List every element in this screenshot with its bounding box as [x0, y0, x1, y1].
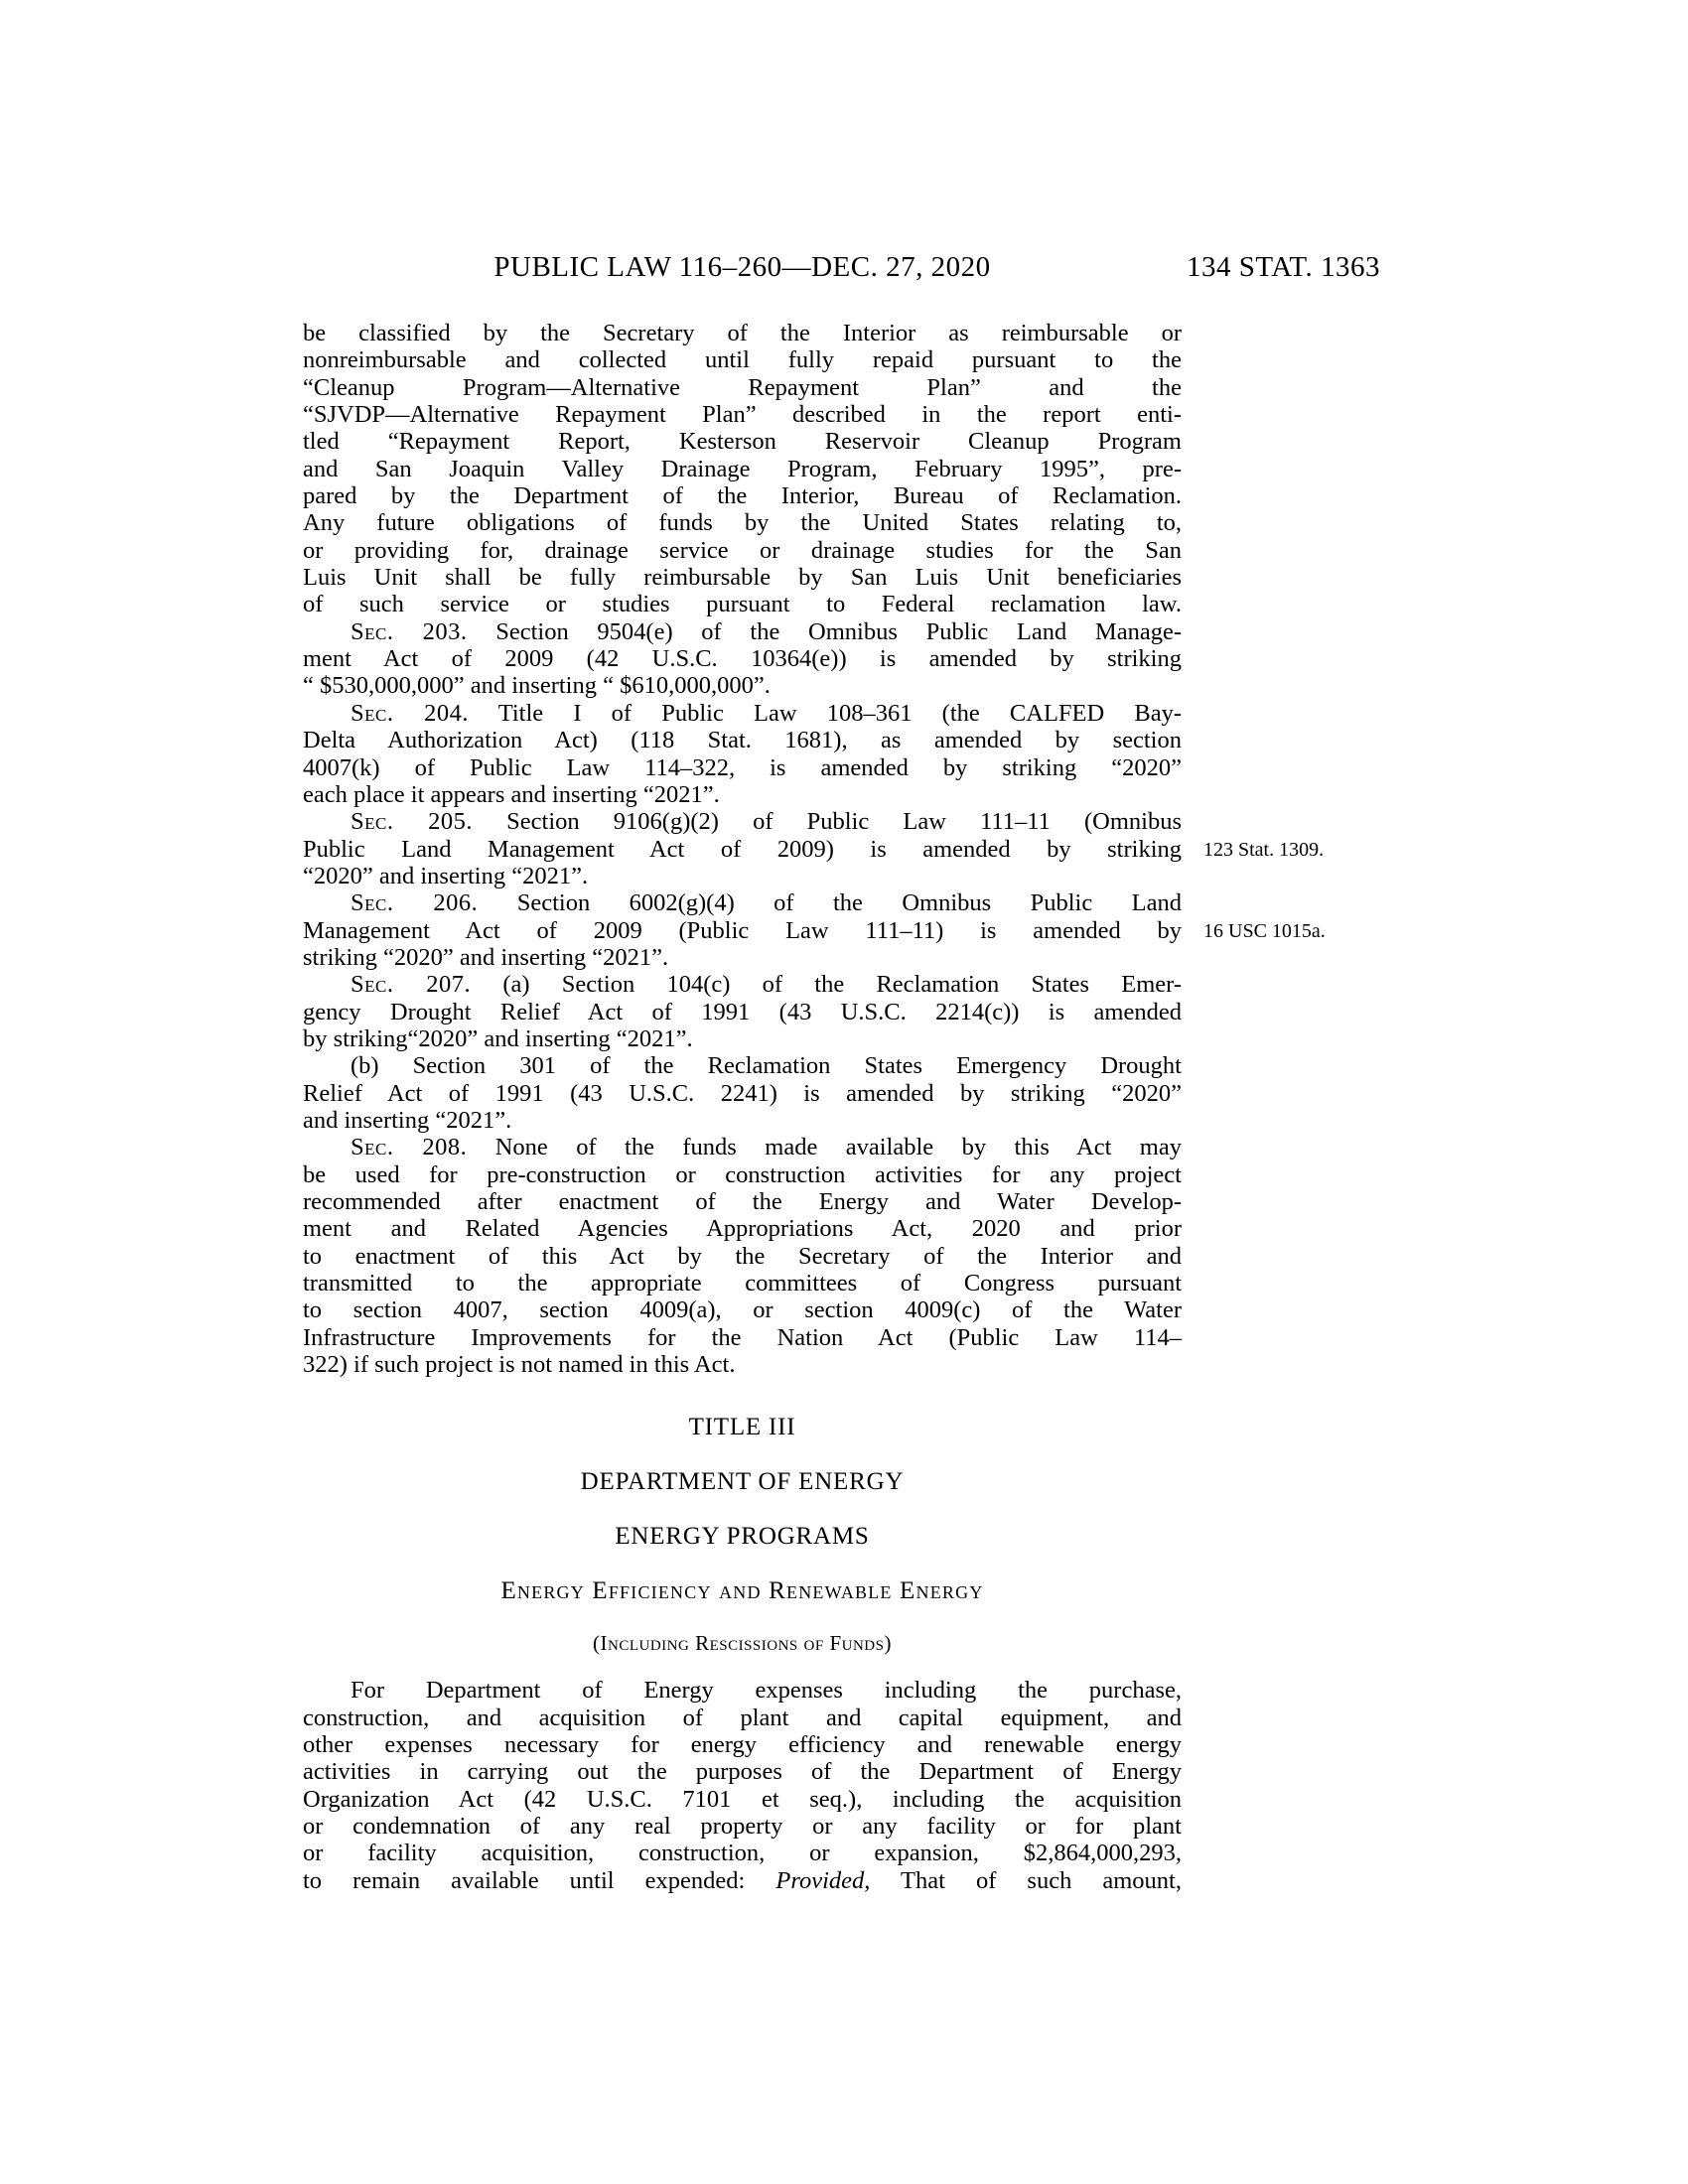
text-line: Delta Authorization Act) (118 Stat. 1681), as amended by section	[303, 727, 1182, 754]
eere-heading: Energy Efficiency and Renewable Energy	[500, 1577, 984, 1605]
text-line: Any future obligations of funds by the United States relating to,	[303, 509, 1182, 537]
text-line: Public Land Management Act of 2009) is amended by striking	[303, 835, 1182, 863]
text-line: each place it appears and inserting “2021”.	[303, 780, 720, 808]
text-line: nonreimbursable and collected until fully repaid pursuant to the	[303, 346, 1182, 374]
text-line: “Cleanup Program—Alternative Repayment Plan” and the	[303, 373, 1182, 401]
text-line: and inserting “2021”.	[303, 1106, 512, 1134]
section-206	[303, 889, 1182, 971]
text-line: (b) Section 301 of the Reclamation States Emergency Drought	[351, 1052, 1182, 1080]
text-line: construction, and acquisition of plant and capital equipment, and	[303, 1704, 1182, 1731]
paragraph-continuation	[303, 320, 1182, 618]
text-line: and San Joaquin Valley Drainage Program, February 1995”, pre-	[303, 455, 1182, 482]
text-line: striking “2020” and inserting “2021”.	[303, 943, 669, 971]
text-line: to section 4007, section 4009(a), or section 4009(c) of the Water	[303, 1297, 1182, 1324]
section-204	[303, 700, 1182, 808]
text-line: to remain available until expended: Provided, That of such amount,	[303, 1866, 1182, 1894]
text-line: pared by the Department of the Interior, Bureau of Reclamation.	[303, 482, 1182, 510]
text-line: activities in carrying out the purposes of the Department of Energy	[303, 1758, 1182, 1786]
text-line: ment Act of 2009 (42 U.S.C. 10364(e)) is amended by striking	[303, 645, 1182, 673]
margin-note-usc-citation: 16 USC 1015a.	[1203, 920, 1326, 942]
text-line: or providing for, drainage service or drainage studies for the San	[303, 536, 1182, 564]
text-line: For Department of Energy expenses including the purchase,	[351, 1677, 1182, 1705]
section-208	[303, 1134, 1182, 1378]
text-line: “2020” and inserting “2021”.	[303, 862, 589, 889]
section-207b	[303, 1052, 1182, 1134]
body-text-column	[303, 320, 1182, 1894]
title-iii-heading: TITLE III	[688, 1414, 796, 1441]
text-line: Sec. 203. Section 9504(e) of the Omnibus Public Land Manage-	[351, 617, 1182, 645]
text-line: recommended after enactment of the Energy and Water Develop-	[303, 1188, 1182, 1215]
text-line: be classified by the Secretary of the Interior as reimbursable or	[303, 320, 1182, 346]
energy-programs-heading: ENERGY PROGRAMS	[615, 1523, 870, 1551]
text-line: transmitted to the appropriate committees of Congress pursuant	[303, 1270, 1182, 1297]
text-line: Organization Act (42 U.S.C. 7101 et seq.), including the acquisition	[303, 1785, 1182, 1813]
text-line: tled “Repayment Report, Kesterson Reservoir Cleanup Program	[303, 428, 1182, 456]
text-line: ment and Related Agencies Appropriations Act, 2020 and prior	[303, 1215, 1182, 1243]
rescissions-heading: (Including Rescissions of Funds)	[593, 1631, 892, 1656]
text-line: Sec. 206. Section 6002(g)(4) of the Omnibus Public Land	[351, 889, 1182, 917]
text-line: Sec. 204. Title I of Public Law 108–361 (the CALFED Bay-	[351, 699, 1182, 727]
text-line: of such service or studies pursuant to Federal reclamation law.	[303, 591, 1182, 618]
text-line: 4007(k) of Public Law 114–322, is amended by striking “2020”	[303, 753, 1182, 781]
section-207a	[303, 971, 1182, 1052]
text-line: by striking“2020” and inserting “2021”.	[303, 1024, 693, 1052]
text-line: Infrastructure Improvements for the Nation Act (Public Law 114–	[303, 1323, 1182, 1351]
section-203	[303, 618, 1182, 700]
text-line: Management Act of 2009 (Public Law 111–11) is amended by	[303, 916, 1182, 944]
text-line: Relief Act of 1991 (43 U.S.C. 2241) is amended by striking “2020”	[303, 1079, 1182, 1107]
text-line: or facility acquisition, construction, or expansion, $2,864,000,293,	[303, 1840, 1182, 1867]
text-line: “SJVDP—Alternative Repayment Plan” described in the report enti-	[303, 401, 1182, 429]
text-line: Sec. 208. None of the funds made available by this Act may	[351, 1134, 1182, 1161]
section-205	[303, 808, 1182, 889]
running-head: PUBLIC LAW 116–260—DEC. 27, 2020	[493, 251, 991, 283]
margin-note-stat-citation: 123 Stat. 1309.	[1203, 839, 1325, 861]
text-line: Sec. 205. Section 9106(g)(2) of Public Law 111–11 (Omnibus	[351, 808, 1182, 836]
text-line: gency Drought Relief Act of 1991 (43 U.S.C. 2214(c)) is amended	[303, 998, 1182, 1025]
text-line: be used for pre-construction or construction activities for any project	[303, 1160, 1182, 1188]
text-line: to enactment of this Act by the Secretary of the Interior and	[303, 1242, 1182, 1270]
text-line: 322) if such project is not named in this Act.	[303, 1351, 736, 1379]
text-line: “ $530,000,000” and inserting “ $610,000,000”.	[303, 672, 771, 700]
stat-page-number: 134 STAT. 1363	[1186, 251, 1380, 283]
department-of-energy-heading: DEPARTMENT OF ENERGY	[580, 1468, 905, 1496]
text-line: other expenses necessary for energy efficiency and renewable energy	[303, 1731, 1182, 1759]
text-line: Sec. 207. (a) Section 104(c) of the Reclamation States Emer-	[351, 971, 1182, 999]
text-line: Luis Unit shall be fully reimbursable by San Luis Unit beneficiaries	[303, 564, 1182, 592]
text-line: or condemnation of any real property or any facility or for plant	[303, 1813, 1182, 1841]
appropriation-paragraph	[303, 1677, 1182, 1894]
